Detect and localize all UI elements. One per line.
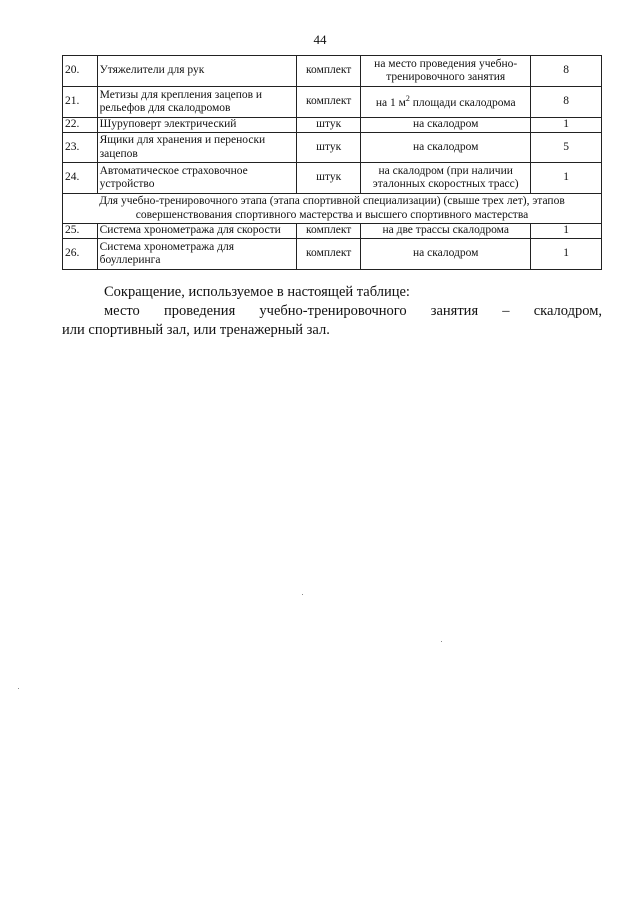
calculation-unit: на скалодром <box>361 133 531 163</box>
quantity: 1 <box>531 163 602 194</box>
calculation-unit: на две трассы скалодрома <box>361 224 531 239</box>
row-number: 23. <box>63 133 98 163</box>
table-row <box>63 118 602 133</box>
table-row <box>63 224 602 239</box>
table-row <box>63 87 602 118</box>
equipment-table <box>62 55 602 270</box>
item-name: Шуруповерт электрический <box>97 118 297 133</box>
unit-of-measure: комплект <box>297 56 361 87</box>
note-line: или спортивный зал, или тренажерный зал. <box>62 322 330 338</box>
quantity: 8 <box>531 87 602 118</box>
table-row <box>63 163 602 194</box>
row-number: 25. <box>63 224 98 239</box>
row-number: 26. <box>63 239 98 270</box>
quantity: 1 <box>531 224 602 239</box>
calculation-unit: на скалодром <box>361 118 531 133</box>
calculation-unit <box>361 87 531 118</box>
quantity: 5 <box>531 133 602 163</box>
unit-of-measure: штук <box>297 118 361 133</box>
scan-speck <box>18 688 19 689</box>
item-name: Автоматическое страховочное устройство <box>97 163 297 194</box>
table-row <box>63 239 602 270</box>
unit-of-measure: штук <box>297 133 361 163</box>
item-name: Система хронометража для боуллеринга <box>97 239 297 270</box>
unit-of-measure: штук <box>297 163 361 194</box>
note-heading: Сокращение, используемое в настоящей таблице: <box>104 284 410 300</box>
page-number: 44 <box>313 32 327 47</box>
item-name: Утяжелители для рук <box>97 56 297 87</box>
section-heading: Для учебно-тренировочного этапа (этапа спортивной специализации) (свыше трех лет), этапов совершенствования спортивного мастерства и высшего спортивного мастерства <box>63 194 602 224</box>
row-number: 24. <box>63 163 98 194</box>
note-line: место проведения учебно-тренировочного занятия – скалодром, <box>104 303 602 319</box>
item-name: Система хронометража для скорости <box>97 224 297 239</box>
calculation-unit: на скалодром <box>361 239 531 270</box>
item-name: Метизы для крепления зацепов и рельефов для скалодромов <box>97 87 297 118</box>
quantity: 1 <box>531 239 602 270</box>
row-number: 20. <box>63 56 98 87</box>
unit-of-measure: комплект <box>297 239 361 270</box>
calculation-unit: на скалодром (при наличии эталонных скоростных трасс) <box>361 163 531 194</box>
table-row <box>63 133 602 163</box>
calculation-unit-superscript: 2 <box>405 93 410 103</box>
scan-speck <box>302 594 303 595</box>
section-row <box>63 194 602 224</box>
quantity: 8 <box>531 56 602 87</box>
calculation-unit: на место проведения учебно-тренировочного занятия <box>361 56 531 87</box>
item-name: Ящики для хранения и переноски зацепов <box>97 133 297 163</box>
row-number: 21. <box>63 87 98 118</box>
abbreviation-note <box>62 283 602 340</box>
scan-speck <box>441 641 442 642</box>
unit-of-measure: комплект <box>297 87 361 118</box>
table-row <box>63 56 602 87</box>
unit-of-measure: комплект <box>297 224 361 239</box>
calculation-unit-prefix: на 1 м <box>375 96 406 109</box>
quantity: 1 <box>531 118 602 133</box>
row-number: 22. <box>63 118 98 133</box>
calculation-unit-suffix: площади скалодрома <box>409 96 516 109</box>
